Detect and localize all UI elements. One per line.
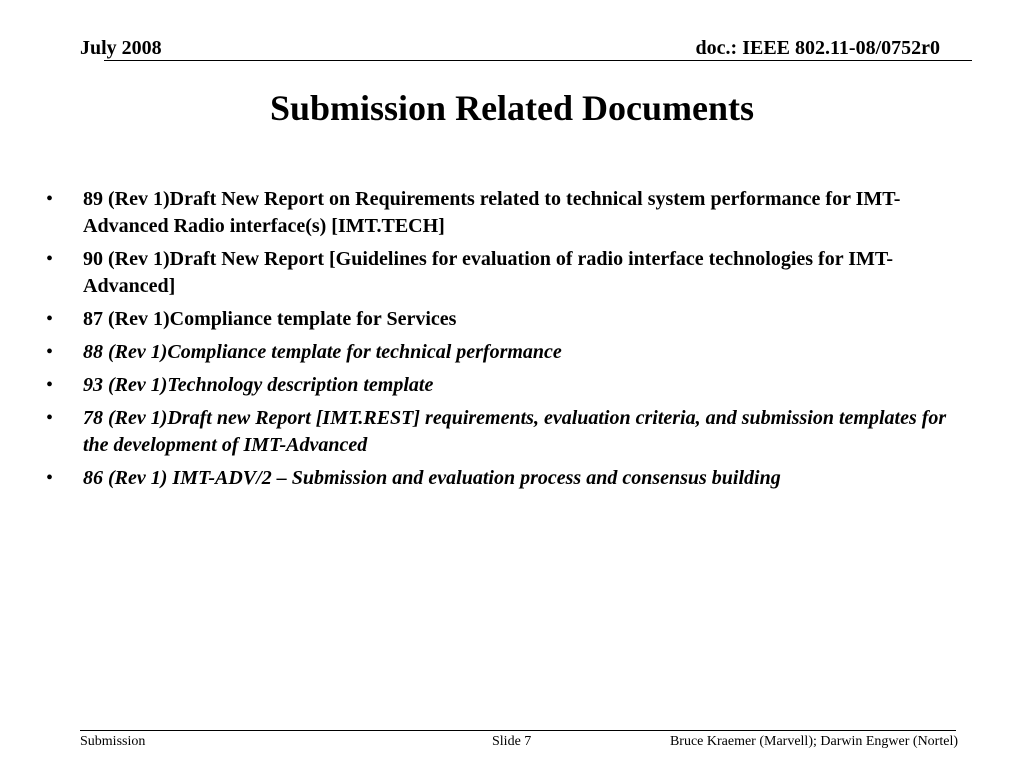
bullet-icon: • xyxy=(46,374,54,396)
bullet-text: 88 (Rev 1)Compliance template for technical performance xyxy=(83,341,562,363)
bullet-item xyxy=(46,246,976,300)
bullet-item xyxy=(46,405,976,459)
bullet-icon: • xyxy=(46,308,54,330)
bullet-item xyxy=(46,306,976,333)
slide-title: Submission Related Documents xyxy=(269,88,755,128)
bullet-icon: • xyxy=(46,188,54,210)
bullet-item xyxy=(46,465,976,492)
bullet-text: 93 (Rev 1)Technology description template xyxy=(83,374,434,396)
footer-label: Submission xyxy=(80,734,146,749)
header-doc-id: doc.: IEEE 802.11-08/0752r0 xyxy=(695,37,940,59)
bullet-icon: • xyxy=(46,467,54,489)
slide-number: Slide 7 xyxy=(492,734,532,749)
footer-authors: Bruce Kraemer (Marvell); Darwin Engwer (Nortel) xyxy=(669,734,958,749)
bullet-text: 86 (Rev 1) IMT-ADV/2 – Submission and evaluation process and consensus building xyxy=(83,467,781,489)
bullet-text: 87 (Rev 1)Compliance template for Services xyxy=(83,308,457,330)
bullet-text: 78 (Rev 1)Draft new Report [IMT.REST] requirements, evaluation criteria, and submission templates for the development of IMT-Advanced xyxy=(83,407,947,456)
bullet-text: 90 (Rev 1)Draft New Report [Guidelines for evaluation of radio interface technologies for IMT-Advanced] xyxy=(83,248,894,297)
header-divider xyxy=(104,60,972,61)
bullet-item xyxy=(46,186,976,240)
footer-divider xyxy=(80,730,956,731)
bullet-item xyxy=(46,372,976,399)
bullet-icon: • xyxy=(46,248,54,270)
header-date: July 2008 xyxy=(80,37,162,59)
bullet-item xyxy=(46,339,976,366)
bullet-list xyxy=(46,186,976,498)
bullet-icon: • xyxy=(46,407,54,429)
bullet-icon: • xyxy=(46,341,54,363)
bullet-text: 89 (Rev 1)Draft New Report on Requirements related to technical system performance for IMT-Advanced Radio interface(s) [IMT.TECH] xyxy=(83,188,901,237)
